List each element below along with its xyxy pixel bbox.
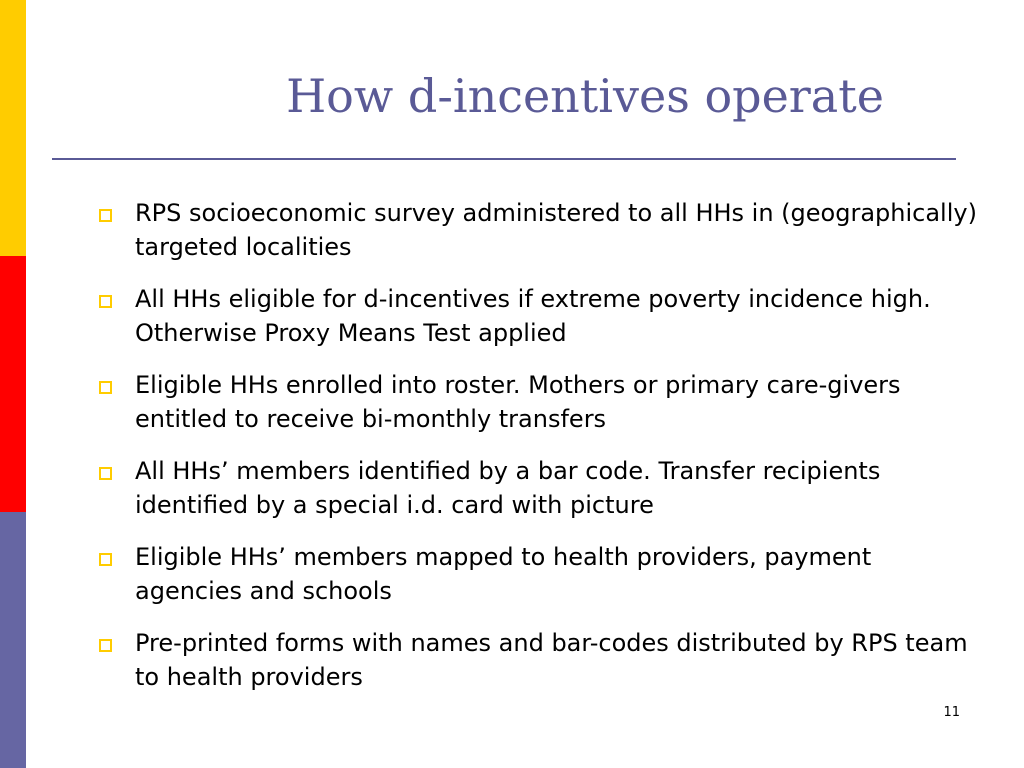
bullet-item [98,368,978,436]
bullet-text: Eligible HHs enrolled into roster. Mothers or primary care-givers entitled to receive bi-monthly transfers [135,371,901,433]
bullet-square-icon [99,639,112,652]
title-divider [52,158,956,160]
bullet-square-icon [99,553,112,566]
side-bar-red [0,256,26,512]
bullet-square-icon [99,467,112,480]
bullet-square-icon [99,209,112,222]
bullet-text: All HHs’ members identified by a bar code. Transfer recipients identified by a special i.d. card with picture [135,457,881,519]
bullet-text: Eligible HHs’ members mapped to health providers, payment agencies and schools [135,543,872,605]
bullet-text: All HHs eligible for d-incentives if extreme poverty incidence high. Otherwise Proxy Means Test applied [135,285,931,347]
bullet-item [98,626,978,694]
side-bar-blue [0,512,26,768]
slide-title: How d-incentives operate [286,69,884,123]
bullet-list [98,196,978,712]
bullet-item [98,454,978,522]
bullet-text: RPS socioeconomic survey administered to all HHs in (geographically) targeted localities [135,199,977,261]
bullet-item [98,196,978,264]
bullet-text: Pre-printed forms with names and bar-codes distributed by RPS team to health providers [135,629,968,691]
bullet-item [98,540,978,608]
bullet-square-icon [99,295,112,308]
bullet-item [98,282,978,350]
side-bar-yellow [0,0,26,256]
bullet-square-icon [99,381,112,394]
page-number: 11 [943,705,960,720]
